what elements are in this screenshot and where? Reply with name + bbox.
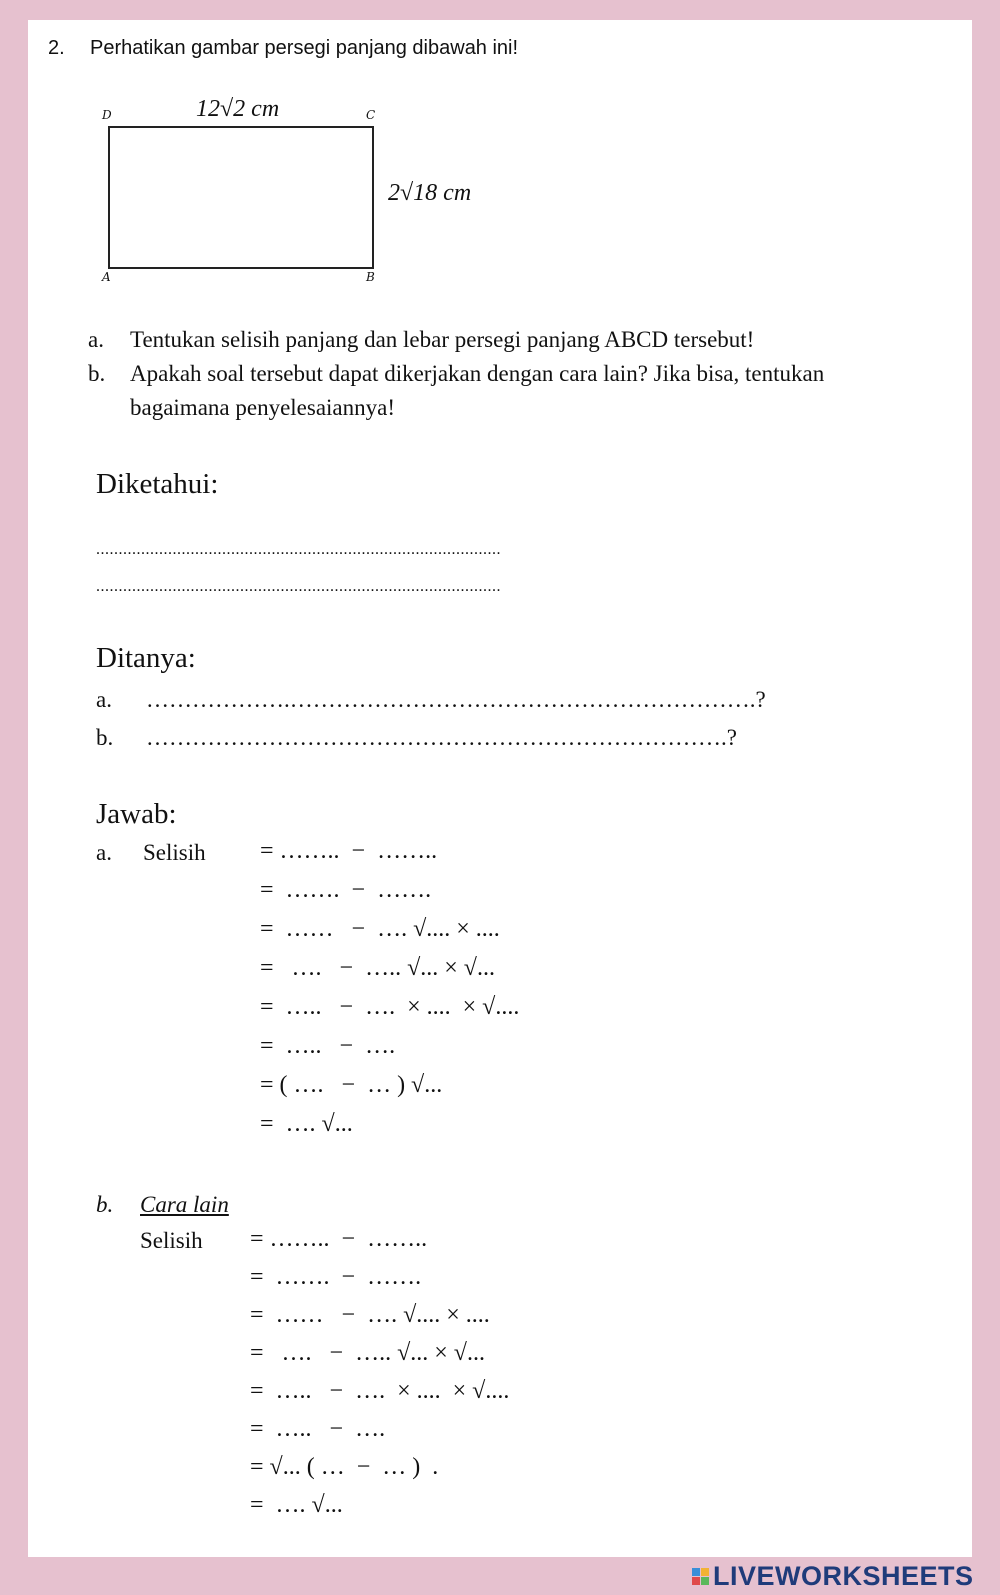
vertex-b-label: B <box>366 270 375 284</box>
cara-lain-step[interactable]: = ….. − …. <box>250 1416 386 1442</box>
worksheet-page <box>28 20 972 1557</box>
cara-lain-step[interactable]: = …. √... <box>250 1492 343 1518</box>
logo-square-icon <box>701 1568 709 1576</box>
ditanya-heading: Ditanya: <box>96 642 196 674</box>
cara-lain-step[interactable]: = √... ( … − … ) . <box>250 1454 439 1480</box>
ditanya-b-marker: b. <box>96 725 114 750</box>
jawab-step[interactable]: = ….. − …. × .... × √.... <box>260 994 520 1020</box>
task-a-marker: a. <box>88 327 104 352</box>
jawab-step[interactable]: = ( …. − … ) √... <box>260 1072 443 1098</box>
question-prompt: Perhatikan gambar persegi panjang dibawah ini! <box>90 37 519 59</box>
cara-lain-step[interactable]: = …. − ….. √... × √... <box>250 1340 485 1366</box>
length-label: 12√2 cm <box>196 96 280 122</box>
cara-lain-step[interactable]: = …… − …. √.... × .... <box>250 1302 490 1328</box>
jawab-a-marker: a. <box>96 840 112 865</box>
logo-square-icon <box>692 1577 700 1585</box>
liveworksheets-wordmark: LIVEWORKSHEETS <box>713 1560 974 1591</box>
cara-lain-marker: b. <box>96 1192 114 1217</box>
logo-square-icon <box>692 1568 700 1576</box>
task-a-text: Tentukan selisih panjang dan lebar persegi panjang ABCD tersebut! <box>130 327 755 352</box>
task-b-text-line2: bagaimana penyelesaiannya! <box>130 395 396 420</box>
diketahui-heading: Diketahui: <box>96 468 219 500</box>
cara-lain-step[interactable]: = …….. − …….. <box>250 1226 428 1252</box>
cara-lain-step[interactable]: = ……. − ……. <box>250 1264 422 1290</box>
vertex-a-label: A <box>102 270 111 284</box>
jawab-heading: Jawab: <box>96 798 177 830</box>
jawab-step[interactable]: = …… − …. √.... × .... <box>260 916 500 942</box>
jawab-step[interactable]: = …. − ….. √... × √... <box>260 955 495 981</box>
rectangle-abcd <box>108 126 374 269</box>
vertex-c-label: C <box>366 108 376 122</box>
jawab-step[interactable]: = ….. − …. <box>260 1033 396 1059</box>
ditanya-a-marker: a. <box>96 687 112 712</box>
diketahui-answer-line-2[interactable]: .......................................................................................... <box>96 578 501 595</box>
ditanya-a-answer-line[interactable]: ……………….…………………………………………………….? <box>146 687 766 712</box>
cara-lain-step[interactable]: = ….. − …. × .... × √.... <box>250 1378 510 1404</box>
logo-square-icon <box>701 1577 709 1585</box>
question-number: 2. <box>48 37 65 59</box>
width-label: 2√18 cm <box>388 180 472 206</box>
cara-lain-heading: Cara lain <box>140 1192 229 1217</box>
liveworksheets-logo[interactable] <box>692 1557 974 1595</box>
jawab-selisih-label: Selisih <box>143 840 206 865</box>
liveworksheets-mark-icon <box>692 1568 709 1585</box>
cara-lain-selisih-label: Selisih <box>140 1228 203 1253</box>
task-b-marker: b. <box>88 361 106 386</box>
jawab-step[interactable]: = ……. − ……. <box>260 877 432 903</box>
vertex-d-label: D <box>102 108 112 122</box>
jawab-step[interactable]: = …….. − …….. <box>260 838 438 864</box>
ditanya-b-answer-line[interactable]: ………………………………………………………………….? <box>146 725 737 750</box>
task-b-text-line1: Apakah soal tersebut dapat dikerjakan dengan cara lain? Jika bisa, tentukan <box>130 361 825 386</box>
jawab-step[interactable]: = …. √... <box>260 1111 353 1137</box>
diketahui-answer-line-1[interactable]: .......................................................................................... <box>96 541 501 558</box>
